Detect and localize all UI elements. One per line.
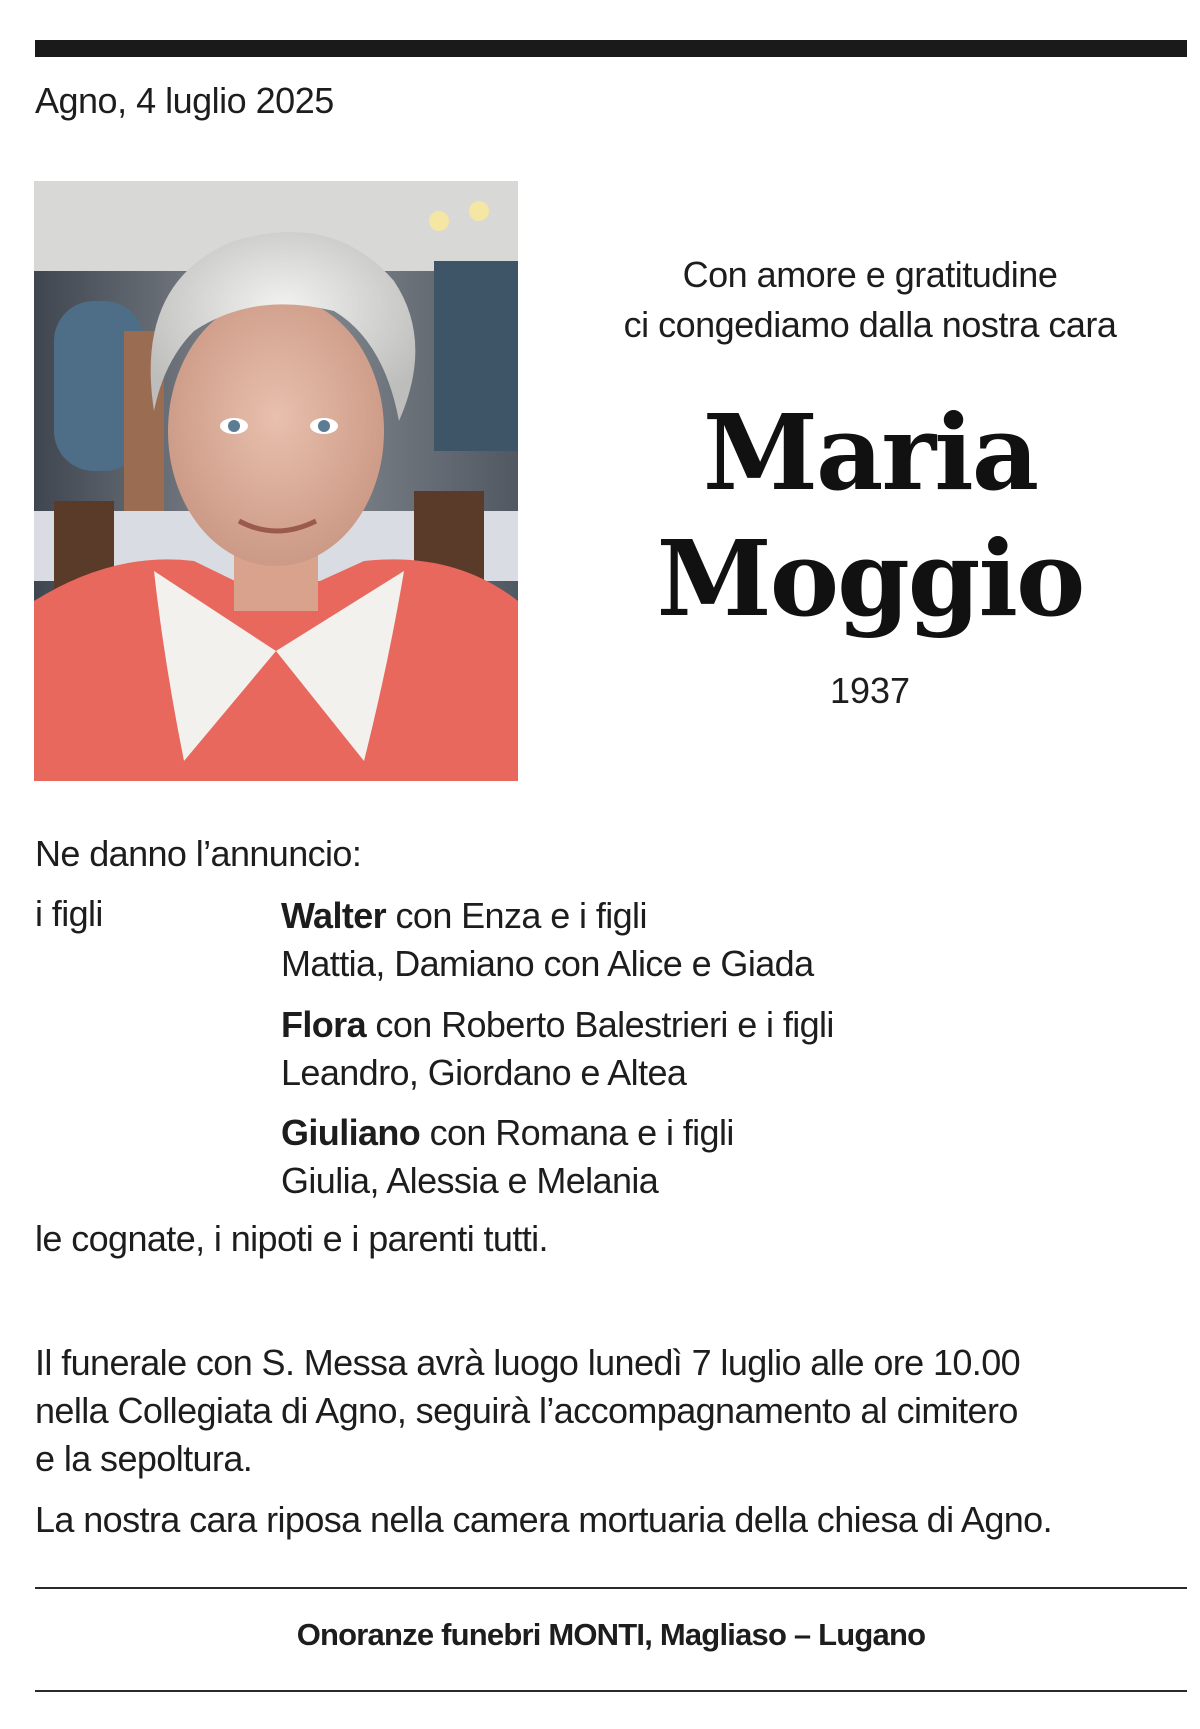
family-entry [281, 892, 1181, 988]
funeral-line: e la sepoltura. [35, 1438, 253, 1479]
child-name: Flora [281, 1004, 367, 1045]
family-detail: con Romana e i figli [420, 1112, 734, 1153]
grandchildren: Giulia, Alessia e Melania [281, 1160, 659, 1201]
grandchildren: Mattia, Damiano con Alice e Giada [281, 943, 814, 984]
family-detail: con Enza e i figli [386, 895, 647, 936]
birth-year: 1937 [829, 670, 911, 711]
notice-date: Agno, 4 luglio 2025 [35, 80, 334, 121]
children-label: i figli [35, 893, 103, 934]
intro-line: ci congediamo dalla nostra cara [623, 304, 1117, 345]
family-entry [281, 1109, 1181, 1205]
first-name: Maria [702, 391, 1038, 514]
portrait-photo [34, 181, 518, 781]
footer-rule-bottom [35, 1690, 1187, 1692]
child-name: Giuliano [281, 1112, 421, 1153]
funeral-line: nella Collegiata di Agno, seguirà l’accompagnamento al cimitero [35, 1390, 1018, 1431]
footer-rule-top [35, 1587, 1187, 1589]
intro-line: Con amore e gratitudine [682, 254, 1058, 295]
deceased-name [560, 390, 1180, 642]
announcement-heading: Ne danno l’annuncio: [35, 833, 362, 874]
last-name: Moggio [656, 517, 1084, 640]
top-rule [35, 40, 1187, 57]
funeral-line: Il funerale con S. Messa avrà luogo lunedì 7 luglio alle ore 10.00 [35, 1342, 1021, 1383]
funeral-details [35, 1339, 1185, 1483]
family-detail: con Roberto Balestrieri e i figli [366, 1004, 834, 1045]
funeral-home: Onoranze funebri MONTI, Magliaso – Lugano [296, 1617, 926, 1652]
resting-place: La nostra cara riposa nella camera mortuaria della chiesa di Agno. [35, 1499, 1052, 1540]
grandchildren: Leandro, Giordano e Altea [281, 1052, 687, 1093]
child-name: Walter [281, 895, 387, 936]
intro-text [560, 250, 1180, 350]
family-entry [281, 1001, 1181, 1097]
other-relatives: le cognate, i nipoti e i parenti tutti. [35, 1218, 548, 1259]
